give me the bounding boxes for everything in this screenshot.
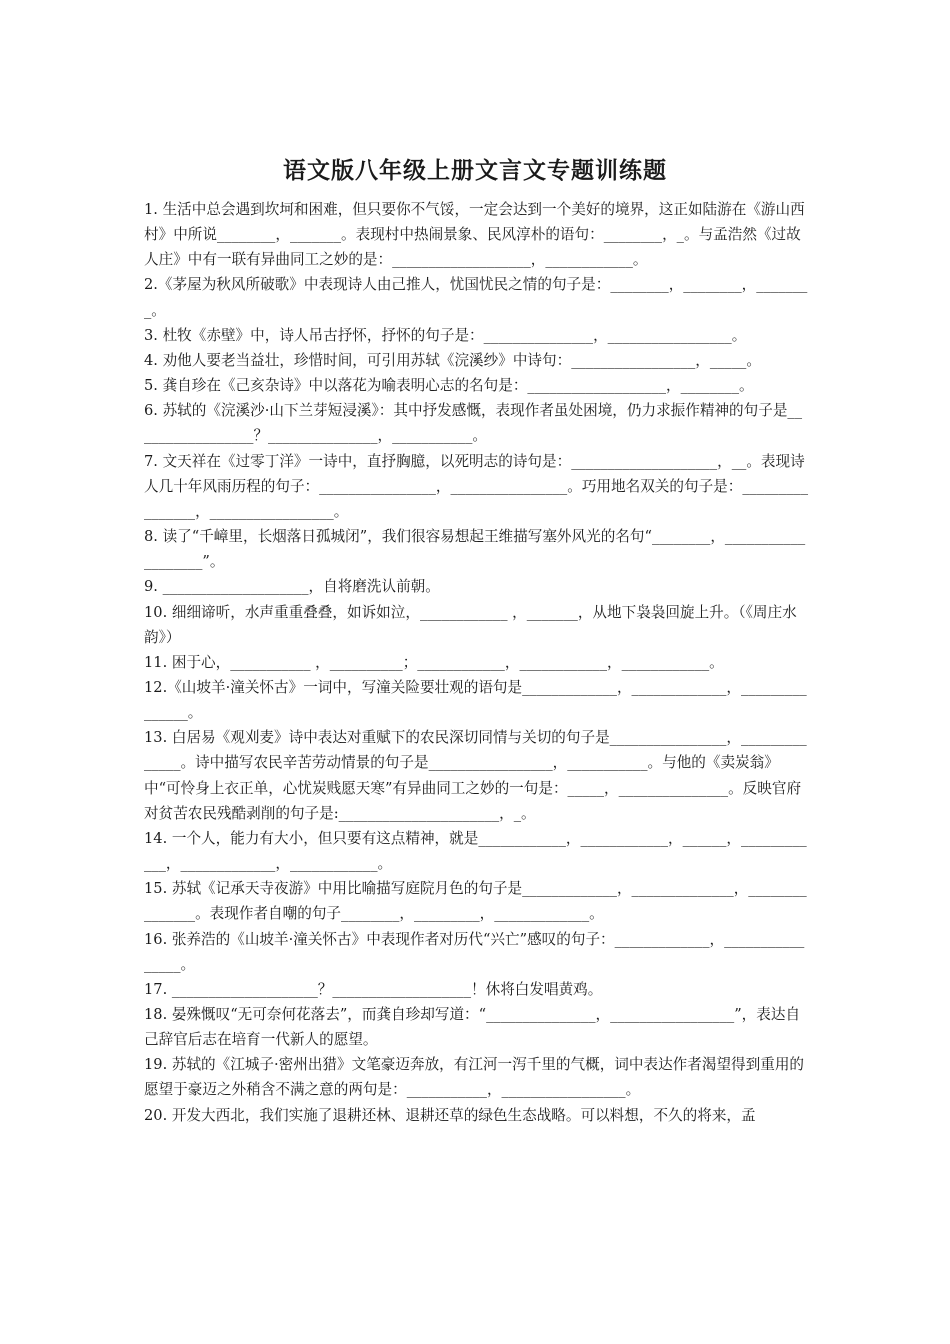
document-title: 语文版八年级上册文言文专题训练题 bbox=[283, 157, 667, 184]
question-2: 2.《茅屋为秋风所破歌》中表现诗人由己推人，忧国忧民之情的句子是：________，________，________。 bbox=[144, 276, 808, 319]
question-20: 20. 开发大西北，我们实施了退耕还林、退耕还草的绿色生态战略。可以料想，不久的将来，孟 bbox=[144, 1106, 756, 1124]
question-17: 17. ____________________？___________________！休将白发唱黄鸡。 bbox=[144, 980, 603, 998]
question-3: 3. 杜牧《赤壁》中，诗人吊古抒怀，抒怀的句子是：_______________，_________________。 bbox=[144, 326, 747, 344]
question-7: 7. 文天祥在《过零丁洋》一诗中，直抒胸臆，以死明志的诗句是：____________________，__。表现诗人几十年风雨历程的句子：________________，________________。巧用地名双关的句子是：________________，_________________。 bbox=[144, 452, 809, 520]
question-1: 1. 生活中总会遇到坎坷和困难，但只要你不气馁，一定会达到一个美好的境界，这正如陆游在《游山西村》中所说________，_______。表现村中热闹景象、民风淳朴的语句：________，_。与孟浩然《过故人庄》中有一联有异曲同工之妙的是：___________________，____________。 bbox=[144, 201, 805, 269]
question-4: 4. 劝他人要老当益壮，珍惜时间，可引用苏轼《浣溪纱》中诗句：_________________，_____。 bbox=[144, 351, 761, 369]
question-5: 5. 龚自珍在《己亥杂诗》中以落花为喻表明心志的名句是：___________________，________。 bbox=[144, 377, 754, 395]
question-15: 15. 苏轼《记承天寺夜游》中用比喻描写庭院月色的句子是_____________，______________，_______________。表现作者自嘲的句子________，_________，_____________。 bbox=[144, 880, 807, 923]
question-14: 14. 一个人，能力有大小，但只要有这点精神，就是____________，____________，______，____________，_____________，____________。 bbox=[144, 829, 807, 873]
question-6: 6. 苏轼的《浣溪沙·山下兰芽短浸溪》：其中抒发感慨，表现作者虽处困境，仍力求振作精神的句子是_________________？_______________，___________。 bbox=[144, 402, 803, 445]
question-16: 16. 张养浩的《山坡羊·潼关怀古》中表现作者对历代“兴亡”感叹的句子：_____________，________________。 bbox=[144, 930, 805, 973]
question-18: 18. 晏殊慨叹“无可奈何花落去”，而龚自珍却写道：“_______________，_________________”，表达自己辞官后志在培育一代新人的愿望。 bbox=[144, 1006, 801, 1049]
question-8: 8. 读了“千嶂里，长烟落日孤城闭”，我们很容易想起王维描写塞外风光的名句“________，___________________”。 bbox=[144, 528, 806, 571]
question-12: 12.《山坡羊·潼关怀古》一词中，写潼关险要壮观的语句是_____________，_____________，_______________。 bbox=[144, 678, 807, 722]
question-9: 9. ____________________，自将磨洗认前朝。 bbox=[144, 578, 440, 596]
question-13: 13. 白居易《观刈麦》诗中表达对重赋下的农民深切同情与关切的句子是________________，______________。诗中描写农民辛苦劳动情景的句子是_________________，___________。与他的《卖炭翁》中“可怜身上衣正单，心忧炭贱愿天寒”有异曲同工之妙的一句是：_____，_______________。反映官府对贫苦农民残酷剥削的句子是:______________________，_。 bbox=[144, 729, 807, 822]
question-19: 19. 苏轼的《江城子·密州出猎》文笔豪迈奔放，有江河一泻千里的气概，词中表达作者渴望得到重用的愿望于豪迈之外稍含不满之意的两句是：___________，_________________。 bbox=[144, 1056, 805, 1099]
question-10: 10. 细细谛听，水声重重叠叠，如诉如泣，____________ ，_______，从地下袅袅回旋上升。（《周庄水韵》） bbox=[144, 603, 797, 646]
question-11: 11. 困于心，___________ ，__________；____________，____________，____________。 bbox=[144, 653, 724, 671]
question-list bbox=[144, 197, 809, 1128]
